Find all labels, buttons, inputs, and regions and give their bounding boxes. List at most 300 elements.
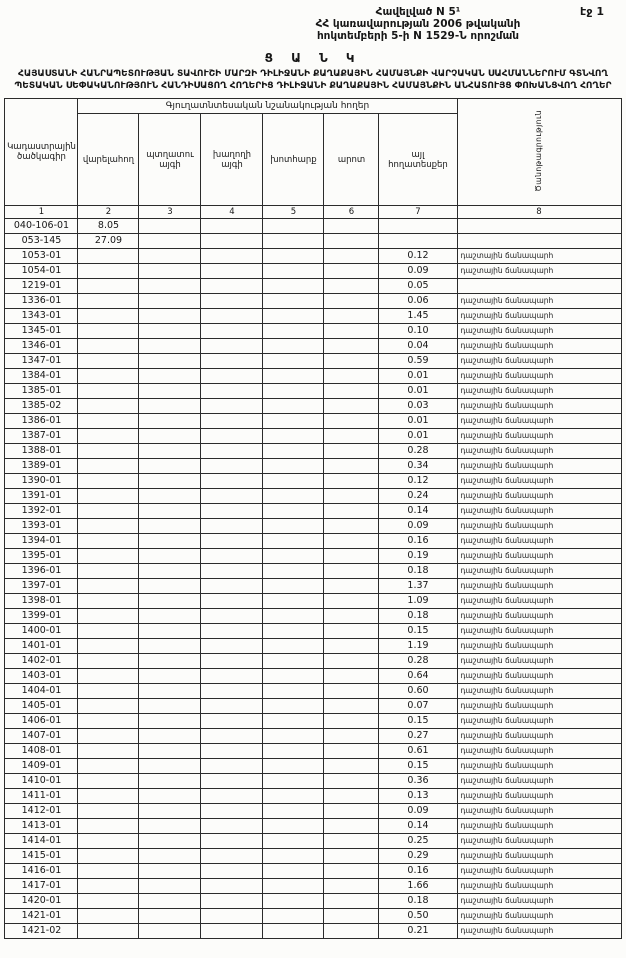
hayfield-cell [263,354,324,369]
orchard-cell [139,264,201,279]
table-row [5,729,621,744]
vineyard-cell [201,369,263,384]
orchard-cell [139,894,201,909]
table-row [5,609,621,624]
note-cell: դաշտային ճանապարհ [457,594,621,609]
pasture-cell [324,789,379,804]
col-header-cadastral-code: Կադաստրային ծածկագիր [5,99,78,206]
pasture-cell [324,399,379,414]
note-cell: դաշտային ճանապարհ [457,384,621,399]
vineyard-cell [201,684,263,699]
pasture-cell [324,249,379,264]
other-lands-cell: 0.21 [379,924,457,939]
table-row [5,579,621,594]
hayfield-cell [263,759,324,774]
note-cell: դաշտային ճանապարհ [457,864,621,879]
vineyard-cell [201,639,263,654]
orchard-cell [139,369,201,384]
vineyard-cell [201,699,263,714]
orchard-cell [139,564,201,579]
pasture-cell [324,564,379,579]
pasture-cell [324,489,379,504]
other-lands-cell: 0.18 [379,894,457,909]
cadastral-code-cell: 1384-01 [5,369,78,384]
note-cell: դաշտային ճանապարհ [457,264,621,279]
arable-cell [78,579,139,594]
cadastral-code-cell: 1393-01 [5,519,78,534]
note-header-vertical-text: Ծանոթագրություն [534,109,543,192]
cadastral-code-cell: 040-106-01 [5,219,78,234]
other-lands-cell: 0.01 [379,414,457,429]
vineyard-cell [201,219,263,234]
arable-cell [78,264,139,279]
note-cell: դաշտային ճանապարհ [457,369,621,384]
other-lands-cell: 0.12 [379,474,457,489]
other-lands-cell: 0.16 [379,534,457,549]
other-lands-cell: 0.27 [379,729,457,744]
note-cell: դաշտային ճանապարհ [457,339,621,354]
note-cell: դաշտային ճանապարհ [457,759,621,774]
note-cell: դաշտային ճանապարհ [457,654,621,669]
orchard-cell [139,339,201,354]
vineyard-cell [201,594,263,609]
vineyard-cell [201,459,263,474]
vineyard-cell [201,444,263,459]
note-cell: դաշտային ճանապարհ [457,684,621,699]
table-row [5,864,621,879]
table-row [5,459,621,474]
arable-cell [78,324,139,339]
vineyard-cell [201,774,263,789]
arable-cell [78,609,139,624]
table-row [5,264,621,279]
document-title: Ց Ա Ն Կ [264,51,362,65]
pasture-cell [324,609,379,624]
hayfield-cell [263,804,324,819]
table-row [5,504,621,519]
table-row [5,294,621,309]
orchard-cell [139,864,201,879]
arable-cell [78,564,139,579]
column-number-7: 7 [379,206,457,219]
pasture-cell [324,459,379,474]
vineyard-cell [201,354,263,369]
hayfield-cell [263,849,324,864]
hayfield-cell [263,564,324,579]
cadastral-code-cell: 1396-01 [5,564,78,579]
cadastral-code-cell: 1421-02 [5,924,78,939]
arable-cell [78,669,139,684]
table-row [5,414,621,429]
note-cell [457,219,621,234]
pasture-cell [324,699,379,714]
vineyard-cell [201,474,263,489]
arable-cell [78,429,139,444]
orchard-cell [139,594,201,609]
note-cell: դաշտային ճանապարհ [457,294,621,309]
column-number-2: 2 [78,206,139,219]
table-row [5,819,621,834]
table-row [5,639,621,654]
hayfield-cell [263,909,324,924]
arable-cell [78,414,139,429]
hayfield-cell [263,639,324,654]
note-cell: դաշտային ճանապարհ [457,909,621,924]
orchard-cell [139,309,201,324]
orchard-cell [139,444,201,459]
appendix-block [253,6,583,42]
arable-cell [78,519,139,534]
cadastral-code-cell: 1416-01 [5,864,78,879]
cadastral-code-cell: 1412-01 [5,804,78,819]
note-cell: դաշտային ճանապարհ [457,849,621,864]
cadastral-code-cell: 1053-01 [5,249,78,264]
pasture-cell [324,849,379,864]
vineyard-cell [201,864,263,879]
hayfield-cell [263,384,324,399]
hayfield-cell [263,579,324,594]
arable-cell [78,924,139,939]
table-row [5,429,621,444]
arable-cell [78,714,139,729]
other-lands-cell: 0.36 [379,774,457,789]
cadastral-code-cell: 1054-01 [5,264,78,279]
appendix-line-1: Հավելված N 5¹ [375,6,461,18]
table-row [5,834,621,849]
table-row [5,234,621,249]
other-lands-cell: 0.09 [379,264,457,279]
arable-cell [78,594,139,609]
arable-cell [78,504,139,519]
orchard-cell [139,834,201,849]
vineyard-cell [201,789,263,804]
note-cell: դաշտային ճանապարհ [457,519,621,534]
pasture-cell [324,894,379,909]
cadastral-code-cell: 1399-01 [5,609,78,624]
note-cell: դաշտային ճանապարհ [457,879,621,894]
vineyard-cell [201,759,263,774]
hayfield-cell [263,774,324,789]
arable-cell [78,879,139,894]
pasture-cell [324,354,379,369]
arable-cell [78,834,139,849]
vineyard-cell [201,579,263,594]
vineyard-cell [201,414,263,429]
vineyard-cell [201,324,263,339]
hayfield-cell [263,519,324,534]
cadastral-code-cell: 1406-01 [5,714,78,729]
orchard-cell [139,579,201,594]
vineyard-cell [201,924,263,939]
pasture-cell [324,339,379,354]
other-lands-cell: 0.19 [379,549,457,564]
orchard-cell [139,534,201,549]
note-cell: դաշտային ճանապարհ [457,249,621,264]
arable-cell [78,474,139,489]
col-header-vineyard: խաղողի այգի [201,114,263,206]
note-cell: դաշտային ճանապարհ [457,504,621,519]
other-lands-cell: 0.09 [379,804,457,819]
pasture-cell [324,594,379,609]
orchard-cell [139,504,201,519]
orchard-cell [139,789,201,804]
note-cell: դաշտային ճանապարհ [457,459,621,474]
table-row [5,744,621,759]
other-lands-cell: 0.29 [379,849,457,864]
orchard-cell [139,819,201,834]
pasture-cell [324,234,379,249]
arable-cell: 8.05 [78,219,139,234]
col-header-pasture: արոտ [324,114,379,206]
note-cell: դաշտային ճանապարհ [457,309,621,324]
vineyard-cell [201,384,263,399]
cadastral-code-cell: 1387-01 [5,429,78,444]
pasture-cell [324,909,379,924]
orchard-cell [139,699,201,714]
cadastral-code-cell: 1413-01 [5,819,78,834]
pasture-cell [324,684,379,699]
arable-cell [78,549,139,564]
other-lands-cell: 0.05 [379,279,457,294]
pasture-cell [324,774,379,789]
note-cell: դաշտային ճանապարհ [457,639,621,654]
cadastral-code-cell: 1411-01 [5,789,78,804]
arable-cell [78,699,139,714]
other-lands-cell: 0.12 [379,249,457,264]
table-row [5,669,621,684]
hayfield-cell [263,339,324,354]
hayfield-cell [263,609,324,624]
orchard-cell [139,249,201,264]
other-lands-cell: 1.19 [379,639,457,654]
orchard-cell [139,654,201,669]
cadastral-code-cell: 1402-01 [5,654,78,669]
orchard-cell [139,474,201,489]
orchard-cell [139,459,201,474]
col-header-arable: վարելահող [78,114,139,206]
vineyard-cell [201,894,263,909]
hayfield-cell [263,669,324,684]
hayfield-cell [263,219,324,234]
vineyard-cell [201,669,263,684]
other-lands-cell: 0.07 [379,699,457,714]
pasture-cell [324,384,379,399]
cadastral-code-cell: 1410-01 [5,774,78,789]
arable-cell [78,459,139,474]
pasture-cell [324,474,379,489]
arable-cell [78,894,139,909]
other-lands-cell: 0.61 [379,744,457,759]
vineyard-cell [201,279,263,294]
orchard-cell [139,714,201,729]
note-cell: դաշտային ճանապարհ [457,324,621,339]
other-lands-cell: 0.06 [379,294,457,309]
cadastral-code-cell: 1398-01 [5,594,78,609]
pasture-cell [324,414,379,429]
pasture-cell [324,639,379,654]
orchard-cell [139,924,201,939]
vineyard-cell [201,879,263,894]
orchard-cell [139,624,201,639]
arable-cell [78,849,139,864]
other-lands-cell [379,234,457,249]
table-row [5,654,621,669]
cadastral-code-cell: 1421-01 [5,909,78,924]
table-row [5,519,621,534]
other-lands-cell: 0.01 [379,384,457,399]
arable-cell [78,534,139,549]
pasture-cell [324,324,379,339]
hayfield-cell [263,819,324,834]
other-lands-cell: 1.37 [379,579,457,594]
cadastral-code-cell: 1417-01 [5,879,78,894]
appendix-line-3: հոկտեմբերի 5-ի N 1529-Ն որոշման [316,30,520,42]
arable-cell [78,489,139,504]
table-row [5,804,621,819]
cadastral-code-cell: 1386-01 [5,414,78,429]
cadastral-code-cell: 1336-01 [5,294,78,309]
vineyard-cell [201,624,263,639]
note-cell: դաշտային ճանապարհ [457,789,621,804]
vineyard-cell [201,519,263,534]
other-lands-cell: 0.13 [379,789,457,804]
hayfield-cell [263,624,324,639]
col-group-agricultural-lands: Գյուղատնտեսական նշանակության հողեր [78,99,457,114]
note-cell [457,279,621,294]
note-cell: դաշտային ճանապարհ [457,699,621,714]
vineyard-cell [201,534,263,549]
hayfield-cell [263,699,324,714]
pasture-cell [324,264,379,279]
vineyard-cell [201,264,263,279]
hayfield-cell [263,429,324,444]
hayfield-cell [263,399,324,414]
orchard-cell [139,234,201,249]
hayfield-cell [263,714,324,729]
table-row [5,369,621,384]
note-cell: դաշտային ճանապարհ [457,669,621,684]
hayfield-cell [263,459,324,474]
hayfield-cell [263,684,324,699]
hayfield-cell [263,279,324,294]
cadastral-code-cell: 1403-01 [5,669,78,684]
pasture-cell [324,924,379,939]
note-cell: դաշտային ճանապարհ [457,549,621,564]
cadastral-code-cell: 1385-01 [5,384,78,399]
cadastral-code-cell: 1400-01 [5,624,78,639]
note-cell: դաշտային ճանապարհ [457,819,621,834]
table-row [5,789,621,804]
hayfield-cell [263,744,324,759]
pasture-cell [324,624,379,639]
arable-cell [78,864,139,879]
note-cell: դաշտային ճանապարհ [457,894,621,909]
pasture-cell [324,759,379,774]
pasture-cell [324,669,379,684]
hayfield-cell [263,294,324,309]
other-lands-cell [379,219,457,234]
column-number-1: 1 [5,206,78,219]
table-row [5,774,621,789]
hayfield-cell [263,474,324,489]
table-row [5,909,621,924]
arable-cell [78,354,139,369]
hayfield-cell [263,924,324,939]
pasture-cell [324,879,379,894]
hayfield-cell [263,414,324,429]
orchard-cell [139,804,201,819]
col-header-note [457,99,621,206]
vineyard-cell [201,234,263,249]
arable-cell [78,384,139,399]
note-cell: դաշտային ճանապարհ [457,474,621,489]
cadastral-code-cell: 1392-01 [5,504,78,519]
page-number: էջ 1 [580,5,604,18]
arable-cell: 27.09 [78,234,139,249]
table-row [5,684,621,699]
arable-cell [78,744,139,759]
other-lands-cell: 1.45 [379,309,457,324]
vineyard-cell [201,654,263,669]
note-cell: դաշտային ճանապարհ [457,624,621,639]
cadastral-code-cell: 1405-01 [5,699,78,714]
note-cell: դաշտային ճանապարհ [457,714,621,729]
arable-cell [78,774,139,789]
vineyard-cell [201,744,263,759]
table-row [5,309,621,324]
cadastral-code-cell: 1346-01 [5,339,78,354]
orchard-cell [139,549,201,564]
hayfield-cell [263,834,324,849]
land-transfer-table [4,98,621,939]
vineyard-cell [201,249,263,264]
other-lands-cell: 0.10 [379,324,457,339]
other-lands-cell: 0.14 [379,819,457,834]
pasture-cell [324,369,379,384]
cadastral-code-cell: 1420-01 [5,894,78,909]
pasture-cell [324,519,379,534]
pasture-cell [324,864,379,879]
table-row [5,489,621,504]
orchard-cell [139,354,201,369]
col-header-orchard: պտղատու այգի [139,114,201,206]
arable-cell [78,294,139,309]
note-cell: դաշտային ճանապարհ [457,834,621,849]
orchard-cell [139,429,201,444]
hayfield-cell [263,489,324,504]
note-cell: դաշտային ճանապարհ [457,609,621,624]
hayfield-cell [263,789,324,804]
column-number-5: 5 [263,206,324,219]
note-cell: դաշտային ճանապարհ [457,429,621,444]
orchard-cell [139,219,201,234]
table-row [5,249,621,264]
note-cell: դաշտային ճանապարհ [457,414,621,429]
col-header-hayfield: խոտհարք [263,114,324,206]
table-row [5,759,621,774]
orchard-cell [139,384,201,399]
other-lands-cell: 0.59 [379,354,457,369]
orchard-cell [139,519,201,534]
hayfield-cell [263,654,324,669]
arable-cell [78,279,139,294]
pasture-cell [324,714,379,729]
vineyard-cell [201,429,263,444]
orchard-cell [139,849,201,864]
note-cell: դաշտային ճանապարհ [457,924,621,939]
pasture-cell [324,504,379,519]
cadastral-code-cell: 1394-01 [5,534,78,549]
